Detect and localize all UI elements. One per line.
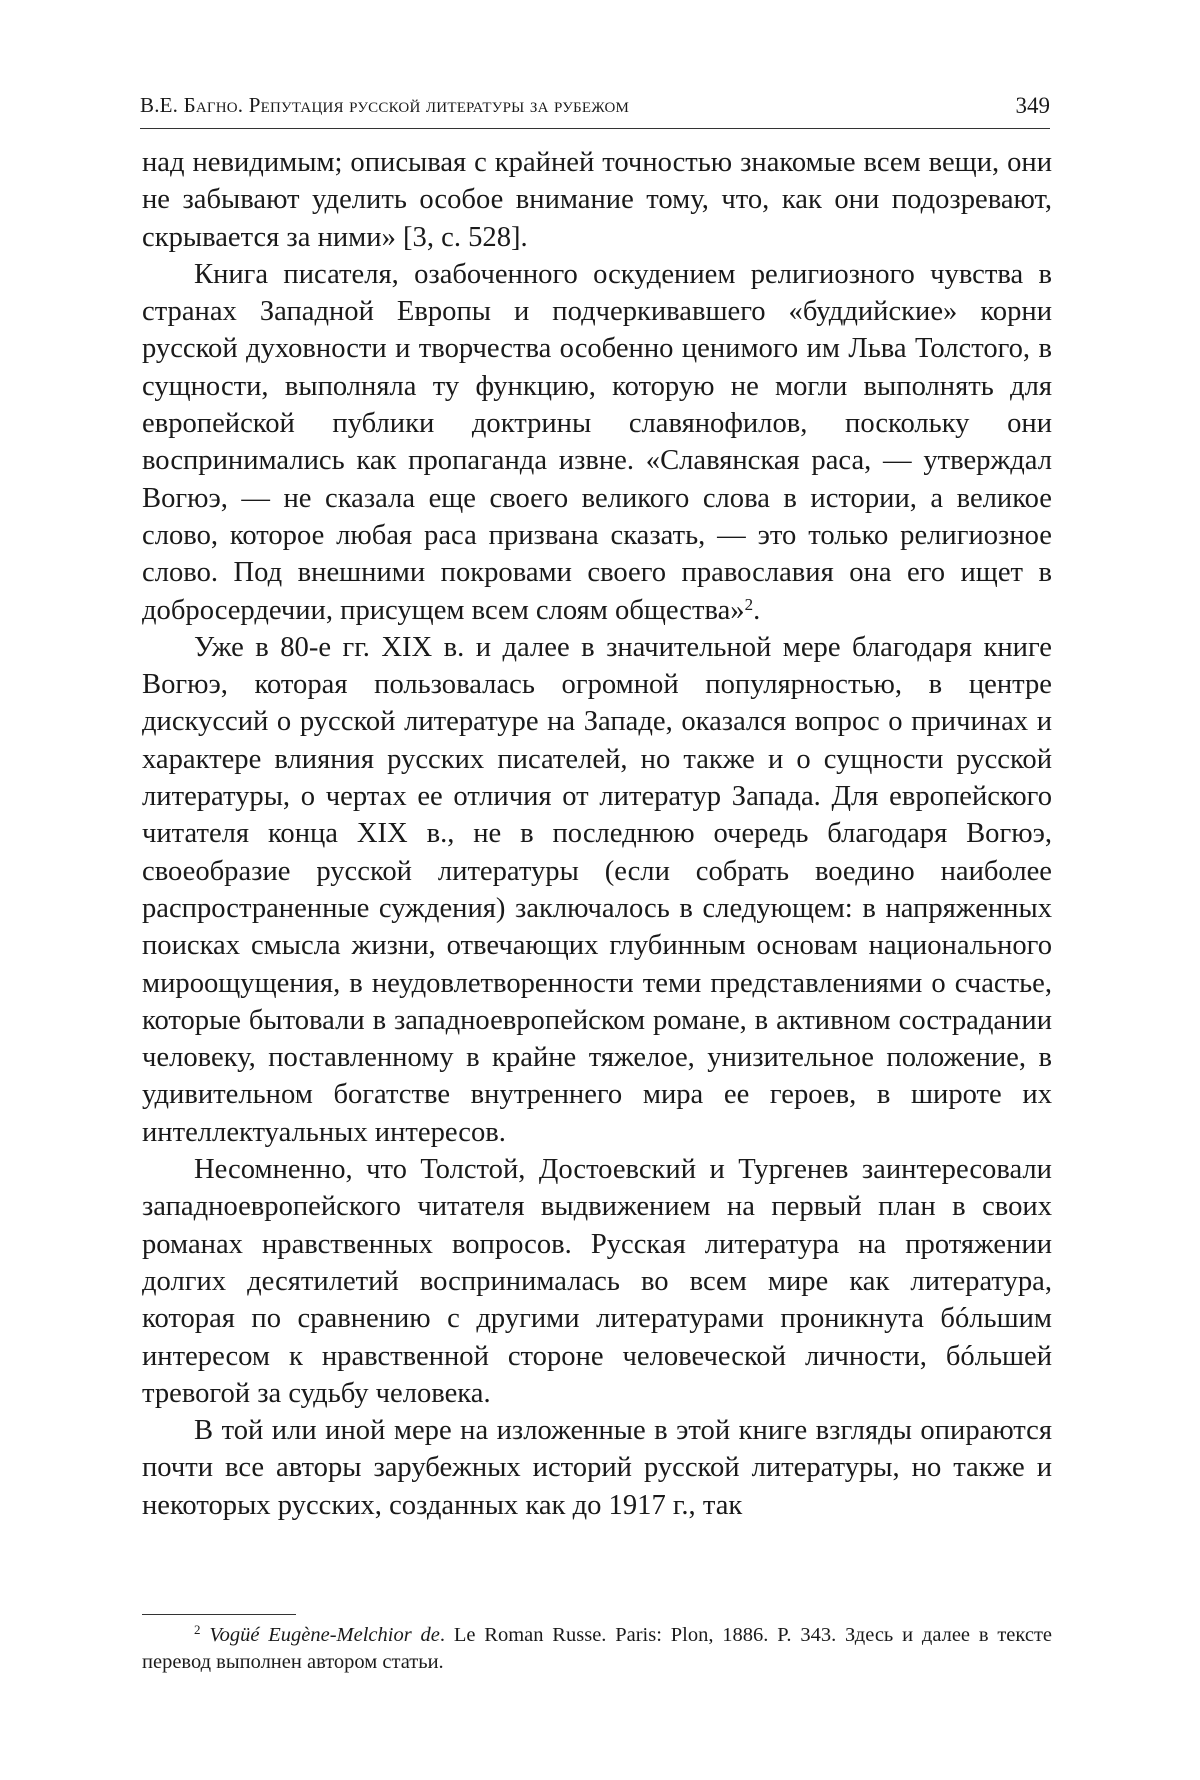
paragraph-continuation: над невидимым; описывая с крайней точностью знакомые всем вещи, они не забывают уделить особое внимание тому, что, как они подозревают, скрывается за ними» [3, с. 528]. bbox=[142, 147, 1052, 253]
paragraph: В той или иной мере на изложенные в этой книге взгляды опираются почти все авторы зарубежных историй русской литературы, но также и некоторых русских, созданных как до 1917 г., так bbox=[142, 1415, 1052, 1521]
main-text bbox=[142, 144, 1052, 1524]
footnote-reference[interactable]: 2 bbox=[744, 594, 754, 614]
running-header bbox=[140, 90, 1050, 129]
header-author: В.Е. Багно. bbox=[140, 93, 244, 117]
footnote-separator bbox=[142, 1614, 296, 1615]
paragraph: Уже в 80-е гг. XIX в. и далее в значительной мере благодаря книге Вогюэ, которая пользовалась огромной популярностью, в центре дискуссий о русской литературе на Западе, оказался вопрос о причинах и характере влияния русских писателей, но также и о сущности русской литературы, о чертах ее отличия от литератур Запада. Для европейского читателя конца XIX в., не в последнюю очередь благодаря Вогюэ, своеобразие русской литературы (если собрать воедино наиболее распространенные суждения) заключалось в следующем: в напряженных поисках смысла жизни, отвечающих глубинным основам национального мироощущения, в неудовлетворенности теми представлениями о счастье, которые бытовали в западноевропейском романе, в активном сострадании человеку, поставленному в крайне тяжелое, унизительное положение, в удивительном богатстве внутреннего мира ее героев, в широте их интеллектуальных интересов. bbox=[142, 631, 1052, 1148]
footnote-author: Vogüé Eugène-Melchior de bbox=[209, 1624, 440, 1646]
paragraph-text: Книга писателя, озабоченного оскудением религиозного чувства в странах Западной Европы и подчеркивавшего «буддийские» корни русской духовности и творчества особенно ценимого им Льва Толстого, в сущности, выполняла ту функцию, которую не могли выполнять для европейской публики доктрины славянофилов, поскольку они воспринимались как пропаганда извне. «Славянская раса, — утверждал Вогюэ, — не сказала еще своего великого слова в истории, а великое слово, которое любая раса призвана сказать, — это только религиозное слово. Под внешними покровами своего православия она его ищет в добросердечии, присущем всем слоям общества» bbox=[142, 258, 1052, 626]
paragraph: Несомненно, что Толстой, Достоевский и Тургенев заинтересовали западноевропейского читателя выдвижением на первый план в своих романах нравственных вопросов. Русская литература на протяжении долгих десятилетий воспринималась во всем мире как литература, которая по сравнению с другими литературами проникнута бóльшим интересом к нравственной стороне человеческой личности, бóльшей тревогой за судьбу человека. bbox=[142, 1154, 1052, 1409]
footnote-number: 2 bbox=[194, 1622, 201, 1637]
paragraph bbox=[142, 256, 1052, 629]
footnote-text: Le Roman Russe. Paris: Plon, 1886. P. 343. Здесь и далее в тексте перевод выполнен автором статьи. bbox=[142, 1624, 1053, 1673]
running-title bbox=[140, 93, 629, 118]
paragraph-end-punctuation: . bbox=[753, 594, 761, 626]
footnote-author-punctuation: . bbox=[439, 1624, 445, 1646]
page-number: 349 bbox=[1015, 93, 1050, 118]
header-article-title: Репутация русской литературы за рубежом bbox=[248, 93, 630, 117]
footnote bbox=[142, 1622, 1052, 1675]
